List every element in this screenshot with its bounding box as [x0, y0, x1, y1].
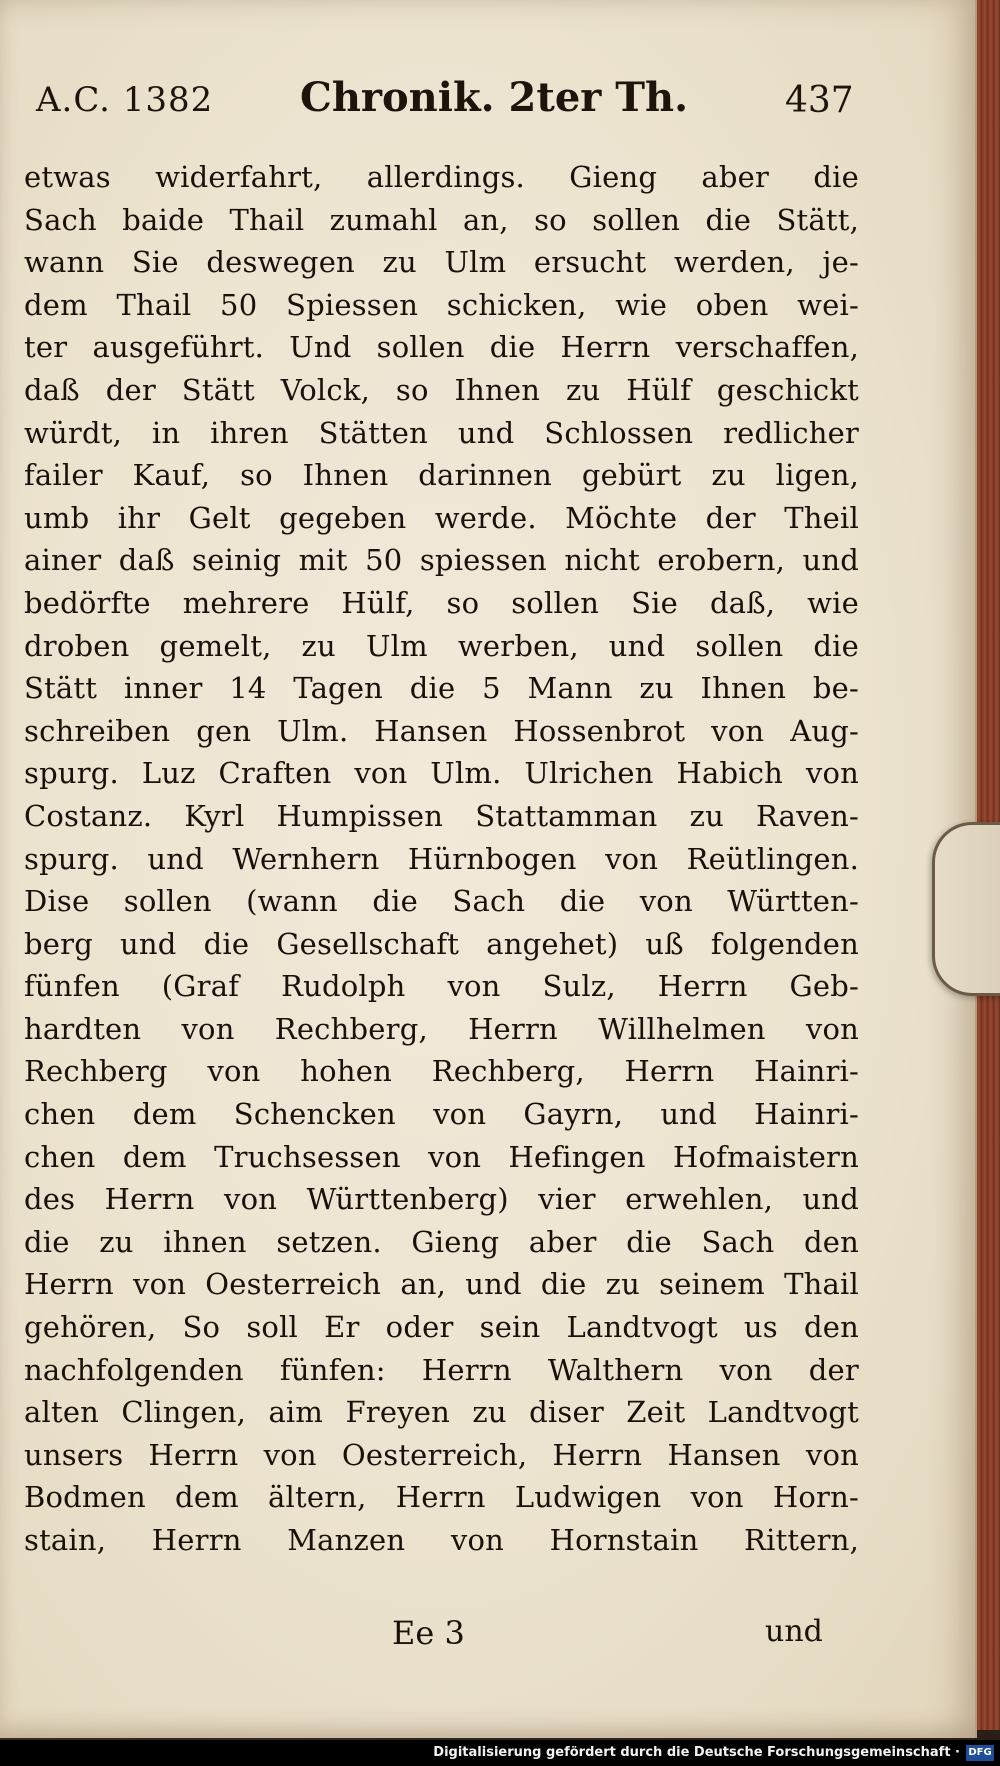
text-line: ainer daß seinig mit 50 spiessen nicht erobern, und: [24, 543, 859, 578]
text-line: Costanz. Kyrl Humpissen Stattamman zu Raven-: [24, 798, 859, 833]
catchword: und: [765, 1614, 823, 1649]
running-head-year: A.C. 1382: [36, 80, 214, 120]
text-line: Herrn von Oesterreich an, und die zu seinem Thail: [24, 1267, 859, 1302]
text-line: failer Kauf, so Ihnen darinnen gebürt zu ligen,: [24, 458, 859, 493]
thumb-holding-page: [932, 822, 1000, 996]
text-line: Rechberg von hohen Rechberg, Herrn Hainri-: [24, 1054, 859, 1089]
text-line: alten Clingen, aim Freyen zu diser Zeit Landtvogt: [24, 1395, 859, 1430]
text-line: dem Thail 50 Spiessen schicken, wie oben wei-: [24, 287, 859, 322]
text-line: würdt, in ihren Stätten und Schlossen redlicher: [24, 415, 859, 450]
signature-mark: Ee 3: [392, 1614, 465, 1652]
text-line: die zu ihnen setzen. Gieng aber die Sach den: [24, 1224, 859, 1259]
page-number: 437: [785, 80, 854, 121]
page-footer: [0, 1614, 835, 1664]
text-line: wann Sie deswegen zu Ulm ersucht werden, je-: [24, 245, 859, 280]
text-line: fünfen (Graf Rudolph von Sulz, Herrn Geb-: [24, 969, 859, 1004]
text-line: nachfolgenden fünfen: Herrn Walthern von der: [24, 1352, 859, 1387]
digitization-credit-bar: [0, 1740, 1000, 1766]
text-line: spurg. und Wernhern Hürnbogen von Reütlingen.: [24, 841, 859, 876]
text-line: daß der Stätt Volck, so Ihnen zu Hülf geschickt: [24, 372, 859, 407]
text-line: Dise sollen (wann die Sach die von Württen-: [24, 884, 859, 919]
credit-text: Digitalisierung gefördert durch die Deutsche Forschungsgemeinschaft ·: [433, 1745, 960, 1760]
text-line: Bodmen dem ältern, Herrn Ludwigen von Horn-: [24, 1480, 859, 1515]
text-line: etwas widerfahrt, allerdings. Gieng aber die: [24, 160, 859, 194]
dfg-logo-icon: DFG: [966, 1745, 994, 1761]
text-line: berg und die Gesellschaft angehet) uß folgenden: [24, 926, 859, 961]
running-head: [30, 74, 860, 134]
text-line: stain, Herrn Manzen von Hornstain Rittern,: [24, 1523, 859, 1557]
text-line: gehören, So soll Er oder sein Landtvogt us den: [24, 1310, 859, 1345]
text-line: umb ihr Gelt gegeben werde. Möchte der Theil: [24, 500, 859, 535]
text-line: hardten von Rechberg, Herrn Willhelmen von: [24, 1011, 859, 1046]
text-line: ter ausgeführt. Und sollen die Herrn verschaffen,: [24, 330, 859, 365]
running-head-title: Chronik. 2ter Th.: [300, 74, 689, 121]
text-line: schreiben gen Ulm. Hansen Hossenbrot von Aug-: [24, 713, 859, 748]
body-text: [24, 156, 859, 1562]
text-line: chen dem Schencken von Gayrn, und Hainri-: [24, 1097, 859, 1132]
text-line: Stätt inner 14 Tagen die 5 Mann zu Ihnen be-: [24, 671, 859, 706]
text-line: chen dem Truchsessen von Hefingen Hofmaistern: [24, 1139, 859, 1174]
text-line: spurg. Luz Craften von Ulm. Ulrichen Habich von: [24, 756, 859, 791]
text-line: droben gemelt, zu Ulm werben, und sollen die: [24, 628, 859, 663]
text-line: des Herrn von Württenberg) vier erwehlen, und: [24, 1182, 859, 1217]
text-line: unsers Herrn von Oesterreich, Herrn Hansen von: [24, 1437, 859, 1472]
text-line: bedörfte mehrere Hülf, so sollen Sie daß, wie: [24, 585, 859, 620]
text-line: Sach baide Thail zumahl an, so sollen die Stätt,: [24, 202, 859, 237]
